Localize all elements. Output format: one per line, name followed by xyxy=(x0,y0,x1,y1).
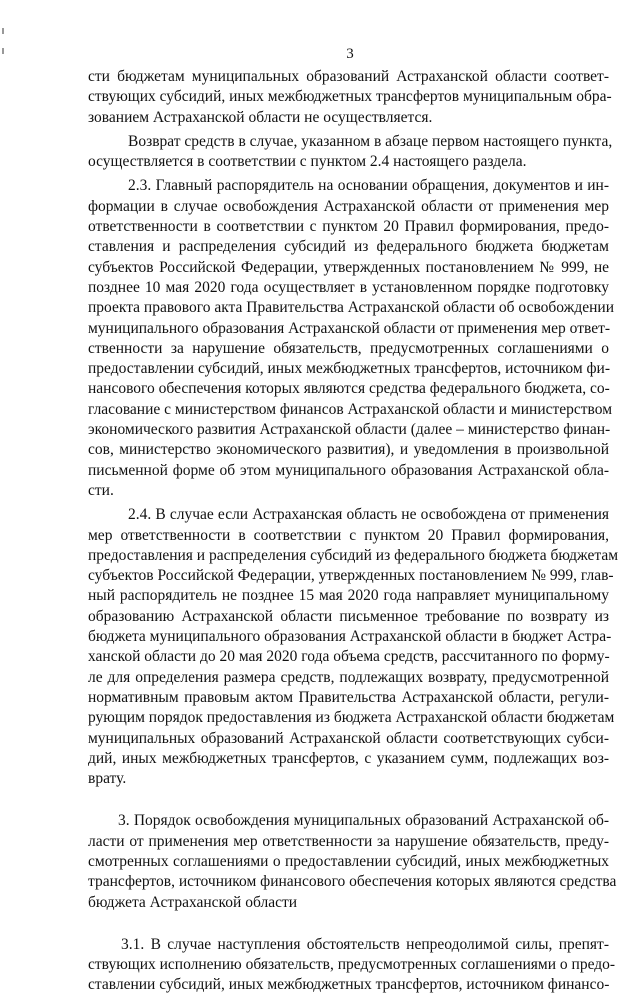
text-line: муниципальных образований Астраханской области соответствующих субси- xyxy=(88,729,609,747)
text-line: субъектов Российской Федерации, утвержденных постановлением № 999, глав- xyxy=(88,567,614,585)
text-line: ственности за нарушение обязательств, предусмотренных соглашениями о xyxy=(88,339,609,357)
text-line: проекта правового акта Правительства Астраханской области об освобождении xyxy=(88,299,615,317)
text-line: нормативным правовым актом Правительства Астраханской области, регули- xyxy=(88,688,609,706)
text-line: экономического развития Астраханской области (далее – министерство финан- xyxy=(88,421,611,439)
scan-margin-mark xyxy=(2,28,4,34)
text-line: осуществляется в соответствии с пунктом 2.4 настоящего раздела. xyxy=(88,153,527,171)
text-line: субъектов Российской Федерации, утвержденных постановлением № 999, не xyxy=(88,258,609,276)
text-line: бюджета муниципального образования Астраханской области в бюджет Астра- xyxy=(88,628,612,646)
text-line: сти бюджетам муниципальных образований Астраханской области соответ- xyxy=(88,68,609,85)
text-line: гласование с министерством финансов Астраханской области и министерством xyxy=(88,400,613,418)
text-line: сти. xyxy=(88,481,114,499)
text-line: формации в случае освобождения Астраханской области от применения мер xyxy=(88,197,609,215)
text-line: ствующих исполнению обязательств, предусмотренных соглашениями о предо- xyxy=(88,956,616,974)
text-line: муниципального образования Астраханской области от применения мер ответ- xyxy=(88,319,611,337)
text-line: 3. Порядок освобождения муниципальных образований Астраханской об- xyxy=(118,812,609,830)
paragraph-refund xyxy=(88,132,613,173)
text-line: ответственности в соответствии с пунктом 20 Правил формирования, предо- xyxy=(88,218,609,236)
paragraph-continuation xyxy=(88,67,612,128)
text-line: 2.4. В случае если Астраханская область не освобождена от применения xyxy=(128,506,609,524)
text-line: трансфертов, источником финансового обеспечения которых являются средства xyxy=(88,873,617,891)
document-body xyxy=(88,67,619,996)
text-line: смотренных соглашениями о предоставлении субсидий, иных межбюджетных xyxy=(88,852,609,870)
text-line: ставлении субсидий, иных межбюджетных трансфертов, источником финансо- xyxy=(88,976,610,994)
text-line: зованием Астраханской области не осуществляется. xyxy=(88,108,433,126)
text-line: ле для определения размера средств, подлежащих возврату, предусмотренной xyxy=(88,668,609,686)
text-line: сов, министерство экономического развития), и уведомления в произвольной xyxy=(88,441,609,459)
text-line: Возврат средств в случае, указанном в абзаце первом настоящего пункта, xyxy=(128,132,613,150)
text-line: бюджета Астраханской области xyxy=(88,893,298,911)
section-3-heading xyxy=(88,811,617,912)
text-line: ласти от применения мер ответственности за нарушение обязательств, преду- xyxy=(88,832,609,850)
text-line: предоставления и распределения субсидий из федерального бюджета бюджетам xyxy=(88,546,619,564)
text-line: ханской области до 20 мая 2020 года объема средств, рассчитанного по форму- xyxy=(88,648,610,666)
text-line: позднее 10 мая 2020 года осуществляет в установленном порядке подготовку xyxy=(88,278,609,296)
text-line: врату. xyxy=(88,770,127,788)
paragraph-section-2-3 xyxy=(88,176,615,501)
text-line: предоставлении субсидий, иных межбюджетных трансфертов, источником фи- xyxy=(88,360,611,378)
text-line: дий, иных межбюджетных трансфертов, с указанием сумм, подлежащих воз- xyxy=(88,749,609,767)
paragraph-section-3-1 xyxy=(88,935,616,996)
paragraph-section-2-4 xyxy=(88,505,619,789)
text-line: 3.1. В случае наступления обстоятельств непреодолимой силы, препят- xyxy=(121,935,609,953)
text-line: ствующих субсидий, иных межбюджетных трансфертов муниципальным обра- xyxy=(88,88,612,106)
text-line: рующим порядок предоставления из бюджета Астраханской области бюджетам xyxy=(88,709,615,727)
text-line: ный распорядитель не позднее 15 мая 2020 года направляет муниципальному xyxy=(88,587,609,605)
page-number: 3 xyxy=(346,46,354,62)
text-line: письменной форме об этом муниципального образования Астраханской обла- xyxy=(88,461,609,479)
text-line: ставления и распределения субсидий из федерального бюджета бюджетам xyxy=(88,238,609,256)
text-line: нансового обеспечения которых являются средства федерального бюджета, со- xyxy=(88,380,610,398)
text-line: 2.3. Главный распорядитель на основании обращения, документов и ин- xyxy=(128,177,609,195)
text-line: образованию Астраханской области письменное требование по возврату из xyxy=(88,607,609,625)
text-line: мер ответственности в соответствии с пунктом 20 Правил формирования, xyxy=(88,526,609,544)
